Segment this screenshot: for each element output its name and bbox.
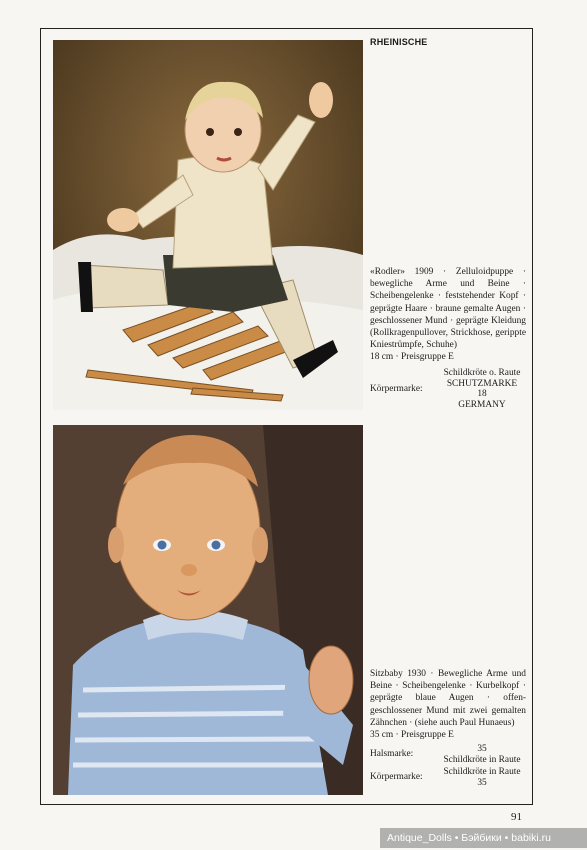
- entry-description-rodler: [370, 266, 526, 364]
- doll-photo-sitzbaby: [53, 425, 363, 795]
- mark-label: Körpermarke:: [370, 383, 423, 394]
- mark-row: [370, 368, 530, 410]
- mark-line: Schildkröte o. Raute: [443, 368, 521, 378]
- mark-text: [434, 744, 530, 765]
- mark-line: 18: [477, 389, 487, 399]
- entry-marks-rodler: [370, 368, 530, 412]
- watermark: Antique_Dolls • Бэйбики • babiki.ru: [380, 828, 587, 848]
- mark-line: SCHUTZMARKE: [446, 378, 518, 389]
- entry-description-text: «Rodler» 1909 · Zelluloidpuppe · bewegliche Arme und Beine · Scheibengelenke · feststehender Kopf · geprägte Haare · braune gemalte Augen · geschlossener Mund · geprägte Kleidung (Rollkragenpullover, Strickhose, gerippte Kniestrümpfe, Schuhe): [370, 267, 526, 351]
- mark-line: 35: [477, 777, 487, 788]
- mark-row: [370, 744, 530, 765]
- section-header: RHEINISCHE: [370, 37, 428, 47]
- doll-photo-rodler: [53, 40, 363, 410]
- mark-text: [434, 368, 530, 410]
- mark-line: Schildkröte in Raute: [443, 754, 521, 765]
- mark-text: [434, 767, 530, 788]
- entry-size-price: 35 cm · Preisgruppe E: [370, 730, 454, 741]
- entry-description-sitzbaby: [370, 668, 526, 741]
- mark-line: GERMANY: [458, 399, 506, 410]
- entry-description-text: Sitzbaby 1930 · Bewegliche Arme und Beine · Scheibengelenke · Kurbelkopf · geprägte blaue Augen · offen-geschlossener Mund mit zwei gemalten Zähnchen · (siehe auch Paul Hunaeus): [370, 669, 526, 728]
- mark-label: Körpermarke:: [370, 772, 423, 783]
- page-number: 91: [511, 811, 522, 823]
- entry-size-price: 18 cm · Preisgruppe E: [370, 352, 454, 363]
- mark-row: [370, 767, 530, 788]
- mark-label: Halsmarke:: [370, 749, 414, 760]
- entry-marks-sitzbaby: [370, 744, 530, 790]
- mark-line: Schildkröte in Raute: [443, 767, 521, 777]
- mark-line: 35: [477, 744, 487, 754]
